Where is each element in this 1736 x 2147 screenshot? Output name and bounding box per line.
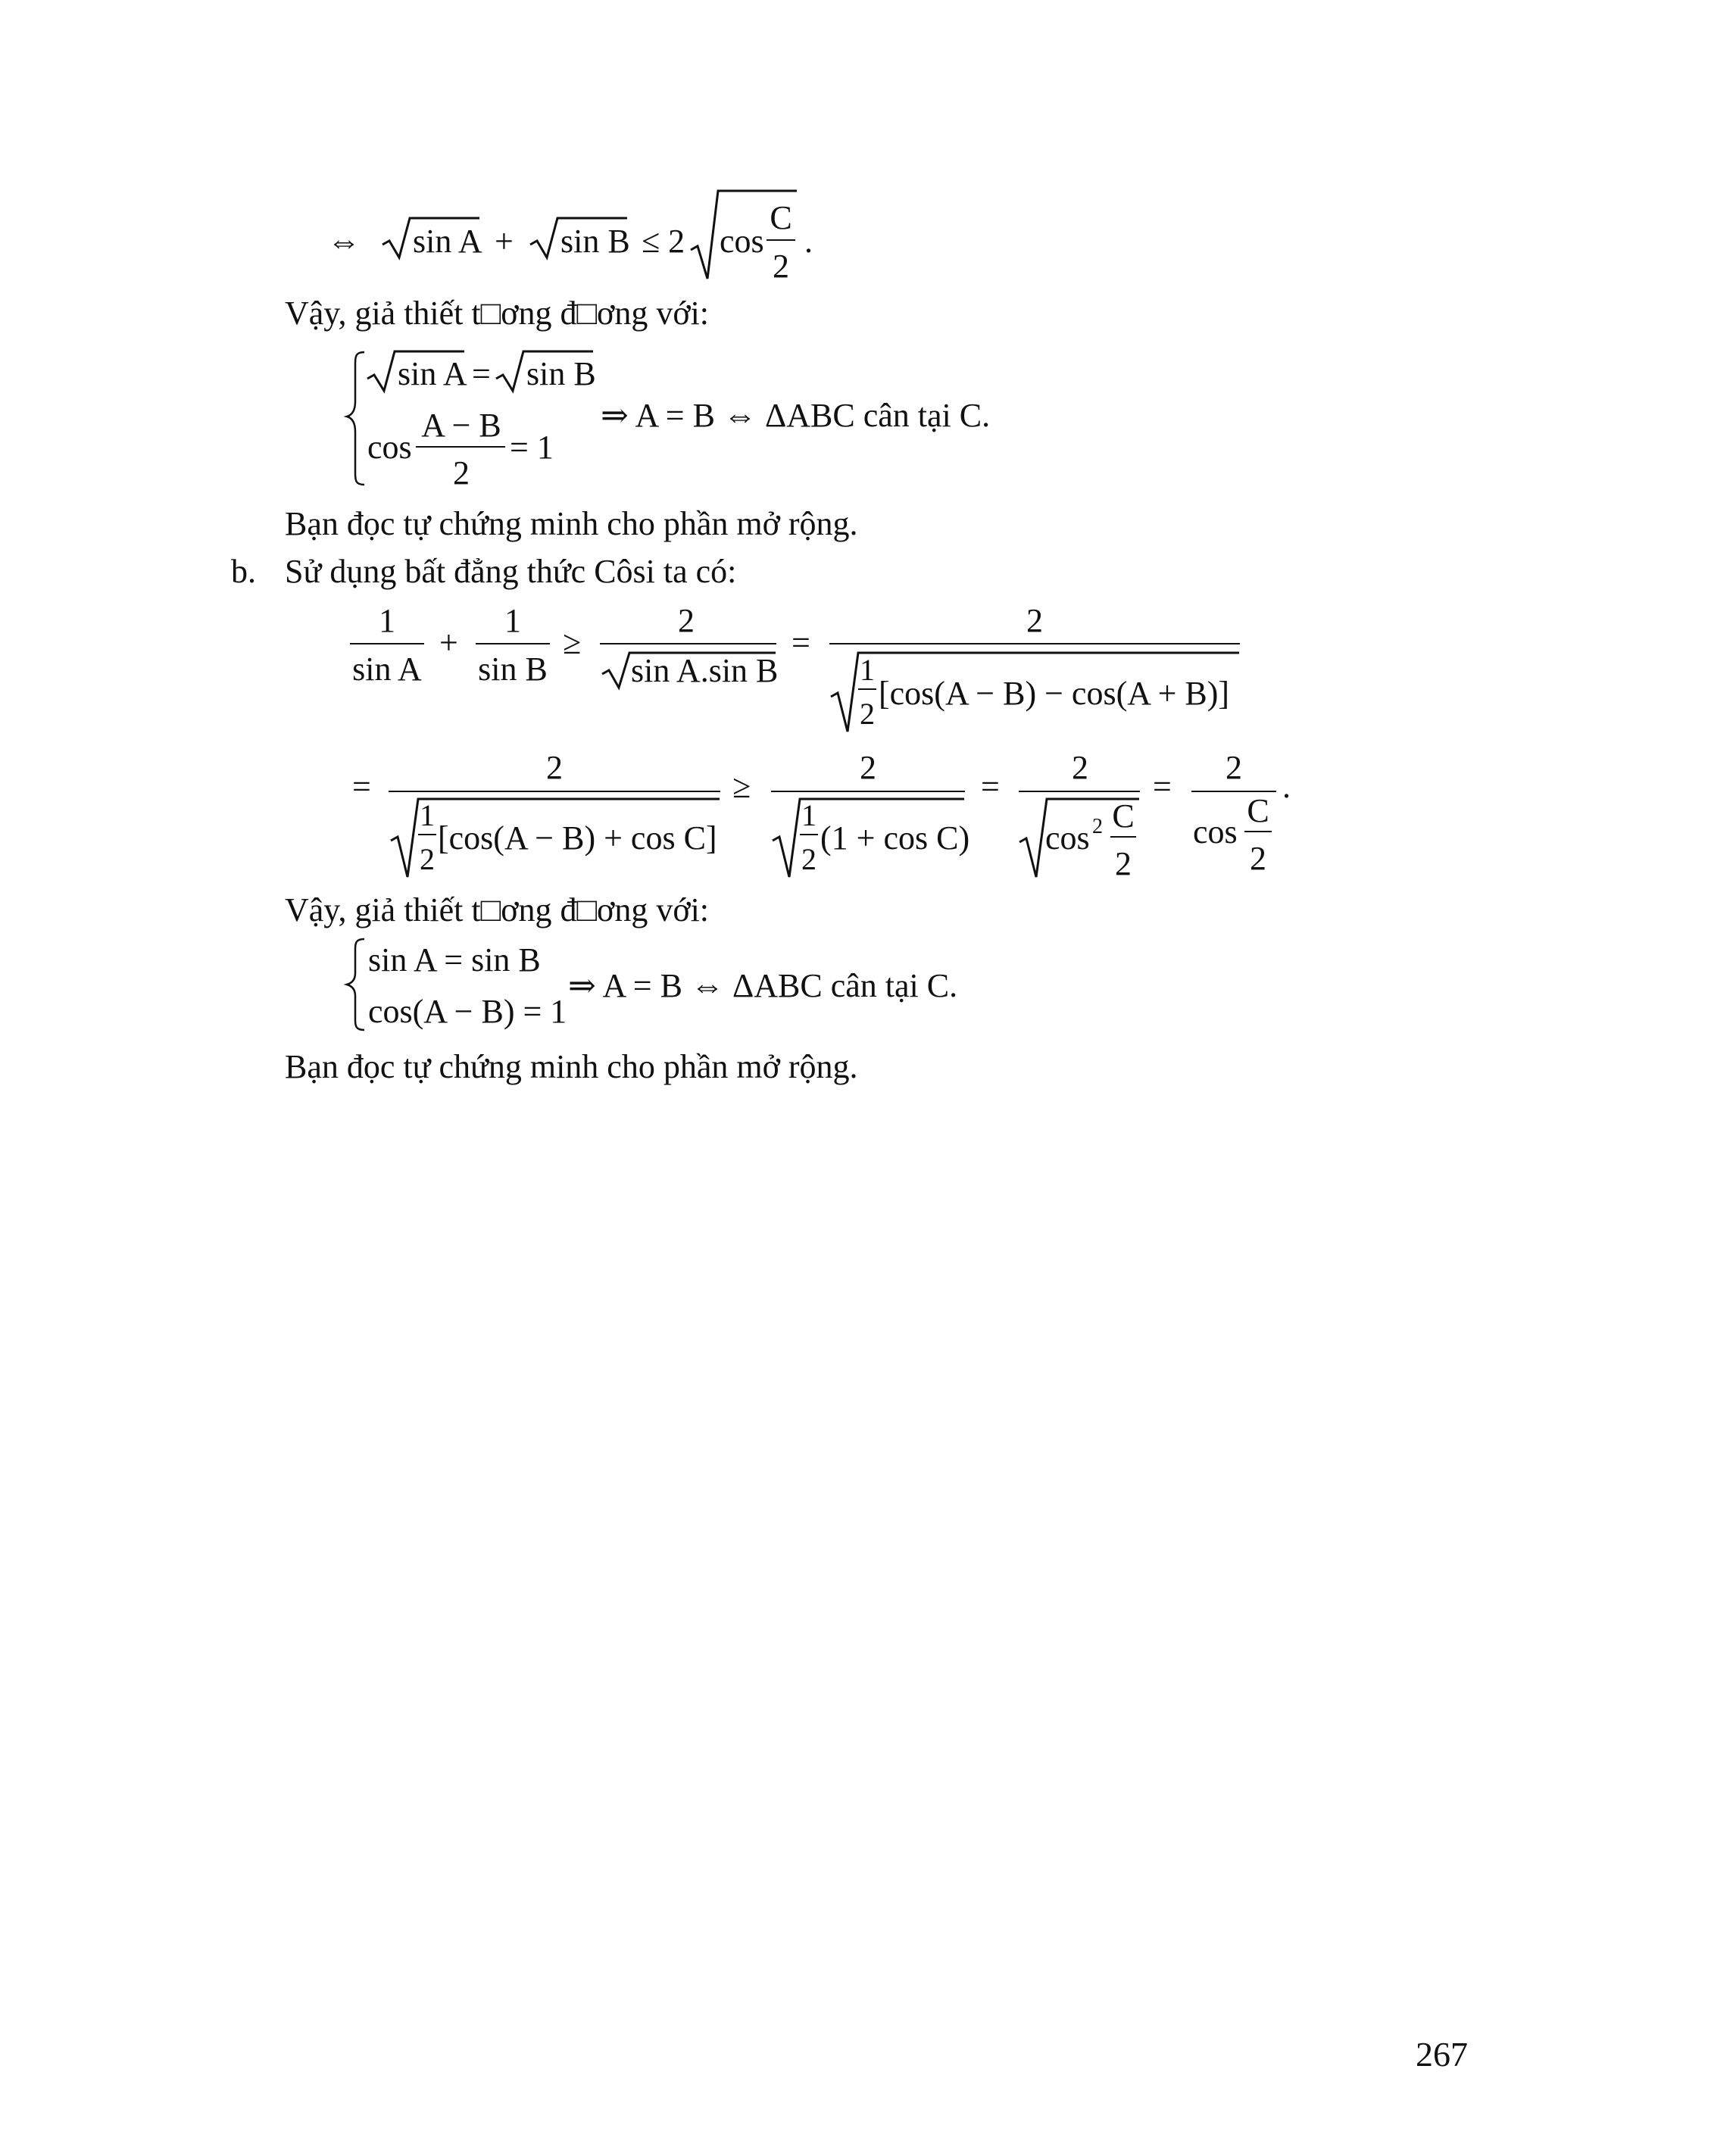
half-den: 2 <box>801 842 816 876</box>
inner-expr-1: [cos(A − B) + cos C] <box>438 819 717 857</box>
period: . <box>804 223 813 260</box>
left-brace <box>347 352 364 485</box>
frac-num: A − B <box>421 407 501 444</box>
cos-label: cos <box>720 223 764 260</box>
half-num: 1 <box>801 798 816 832</box>
frac-num: 2 <box>546 749 563 786</box>
half-num: 1 <box>860 653 875 687</box>
cos-label: cos <box>1193 813 1238 850</box>
frac-den: 2 <box>1250 840 1266 877</box>
inequality-line-1 <box>327 191 813 285</box>
frac-num: 2 <box>1072 749 1088 786</box>
half-den: 2 <box>860 697 875 731</box>
frac-den: sin A.sin B <box>631 652 779 689</box>
conclusion-2: ⇒ A = B ⇔ ΔABC cân tại C. <box>568 967 958 1004</box>
system-1 <box>347 351 990 492</box>
frac-num: C <box>770 199 792 236</box>
frac-den: 2 <box>1115 845 1132 882</box>
left-brace <box>347 939 364 1030</box>
cos-label: cos <box>367 429 412 466</box>
half-den: 2 <box>420 842 435 876</box>
paragraph-text: Bạn đọc tự chứng minh cho phần mở rộng. <box>285 505 858 542</box>
system-row-1: sin A = sin B <box>368 941 541 978</box>
equals-one: = 1 <box>510 429 554 466</box>
frac-num: 2 <box>678 602 695 639</box>
plus-sign: + <box>439 624 458 661</box>
inner-expr-2: (1 + cos C) <box>820 819 970 857</box>
frac-num: 1 <box>379 602 395 639</box>
paragraph-text: Vậy, giả thiết t□ơng đ□ơng với: <box>285 295 710 332</box>
cos-label: cos <box>1045 819 1090 857</box>
square-exp: 2 <box>1092 815 1103 838</box>
equation-b-row-1 <box>350 602 1240 732</box>
paragraph-text: Sử dụng bất đẳng thức Côsi ta có: <box>285 553 737 590</box>
sin-b: sin B <box>526 355 596 392</box>
equals: = <box>981 768 1000 805</box>
page-number: 267 <box>1416 2035 1468 2074</box>
sin-a: sin A <box>398 355 467 392</box>
equals: = <box>352 768 371 805</box>
list-label: b. <box>231 553 256 590</box>
ge-sign: ≥ <box>732 768 751 805</box>
period: . <box>1282 768 1291 805</box>
system-row-2: cos(A − B) = 1 <box>368 993 567 1030</box>
iff-symbol: ⇔ <box>327 223 361 260</box>
frac-den: 2 <box>773 248 789 285</box>
le-two: ≤ 2 <box>642 223 685 260</box>
frac-num: C <box>1247 792 1269 829</box>
inner-expr: [cos(A − B) − cos(A + B)] <box>879 675 1230 712</box>
conclusion-1: ⇒ A = B ⇔ ΔABC cân tại C. <box>601 397 991 434</box>
half-num: 1 <box>420 798 435 832</box>
frac-den: sin A <box>352 651 422 688</box>
sin-a: sin A <box>413 223 482 260</box>
sin-b: sin B <box>560 223 630 260</box>
system-2 <box>347 939 957 1030</box>
frac-num: 1 <box>504 602 521 639</box>
equation-b-row-2 <box>352 749 1291 882</box>
frac-num: 2 <box>860 749 876 786</box>
frac-num: C <box>1112 797 1135 835</box>
frac-num: 2 <box>1026 602 1043 639</box>
frac-den: 2 <box>453 454 470 492</box>
plus-sign: + <box>495 223 514 260</box>
equals: = <box>1153 768 1172 805</box>
equals: = <box>792 624 810 661</box>
paragraph-text: Vậy, giả thiết t□ơng đ□ơng với: <box>285 891 710 928</box>
paragraph-text: Bạn đọc tự chứng minh cho phần mở rộng. <box>285 1048 858 1085</box>
frac-den: sin B <box>478 651 548 688</box>
ge-sign: ≥ <box>563 624 582 661</box>
equals: = <box>472 355 491 392</box>
frac-num: 2 <box>1226 749 1242 786</box>
